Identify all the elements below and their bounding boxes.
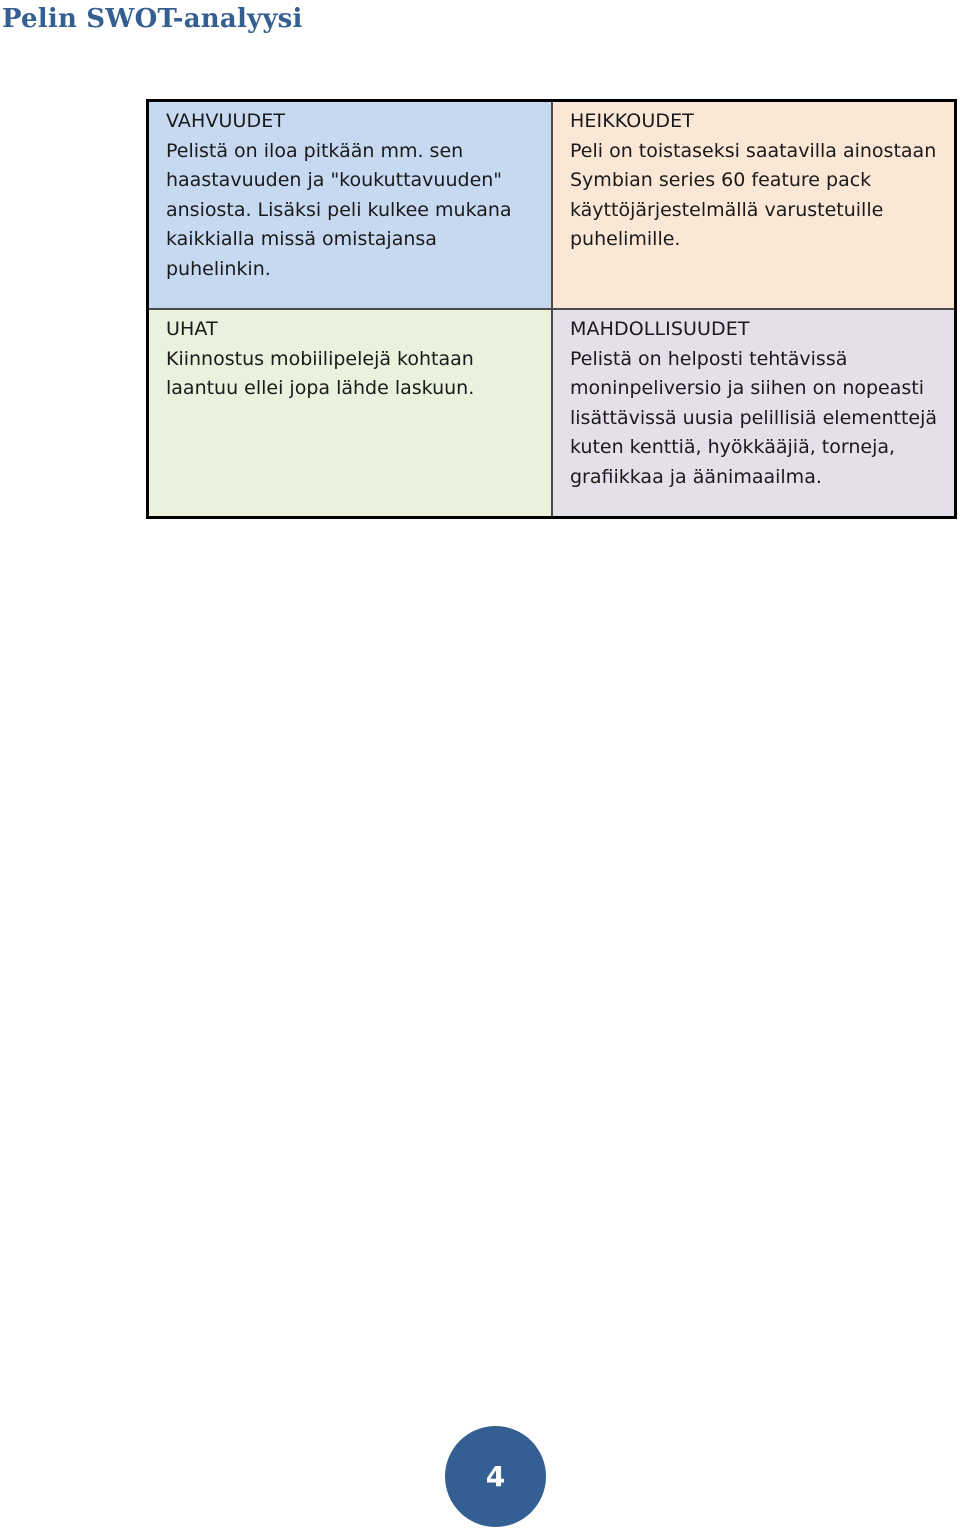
opportunities-heading: MAHDOLLISUUDET <box>570 318 750 340</box>
weaknesses-heading: HEIKKOUDET <box>570 110 694 132</box>
page-number-badge: 4 <box>445 1426 546 1527</box>
swot-table <box>146 99 957 519</box>
swot-opportunities-cell <box>553 310 954 516</box>
weaknesses-text: Peli on toistaseksi saatavilla ainostaan Symbian series 60 feature pack käyttöjärjestelmällä varustetuille puhelimille. <box>570 139 937 250</box>
threats-heading: UHAT <box>166 318 218 340</box>
swot-strengths-cell <box>149 102 553 310</box>
opportunities-text: Pelistä on helposti tehtävissä moninpeliversio ja siihen on nopeasti lisättävissä uusia pelillisiä elementtejä kuten kenttiä, hyökkääjiä, torneja, grafiikkaa ja äänimaailma. <box>570 347 938 488</box>
strengths-text: Pelistä on iloa pitkään mm. sen haastavuuden ja "koukuttavuuden" ansiosta. Lisäksi peli kulkee mukana kaikkialla missä omistajansa puhelinkin. <box>166 139 512 280</box>
swot-weaknesses-cell <box>553 102 954 310</box>
strengths-heading: VAHVUUDET <box>166 110 286 132</box>
page-title: Pelin SWOT-analyysi <box>2 4 303 34</box>
swot-threats-cell <box>149 310 553 516</box>
threats-text: Kiinnostus mobiilipelejä kohtaan laantuu ellei jopa lähde laskuun. <box>166 347 475 399</box>
